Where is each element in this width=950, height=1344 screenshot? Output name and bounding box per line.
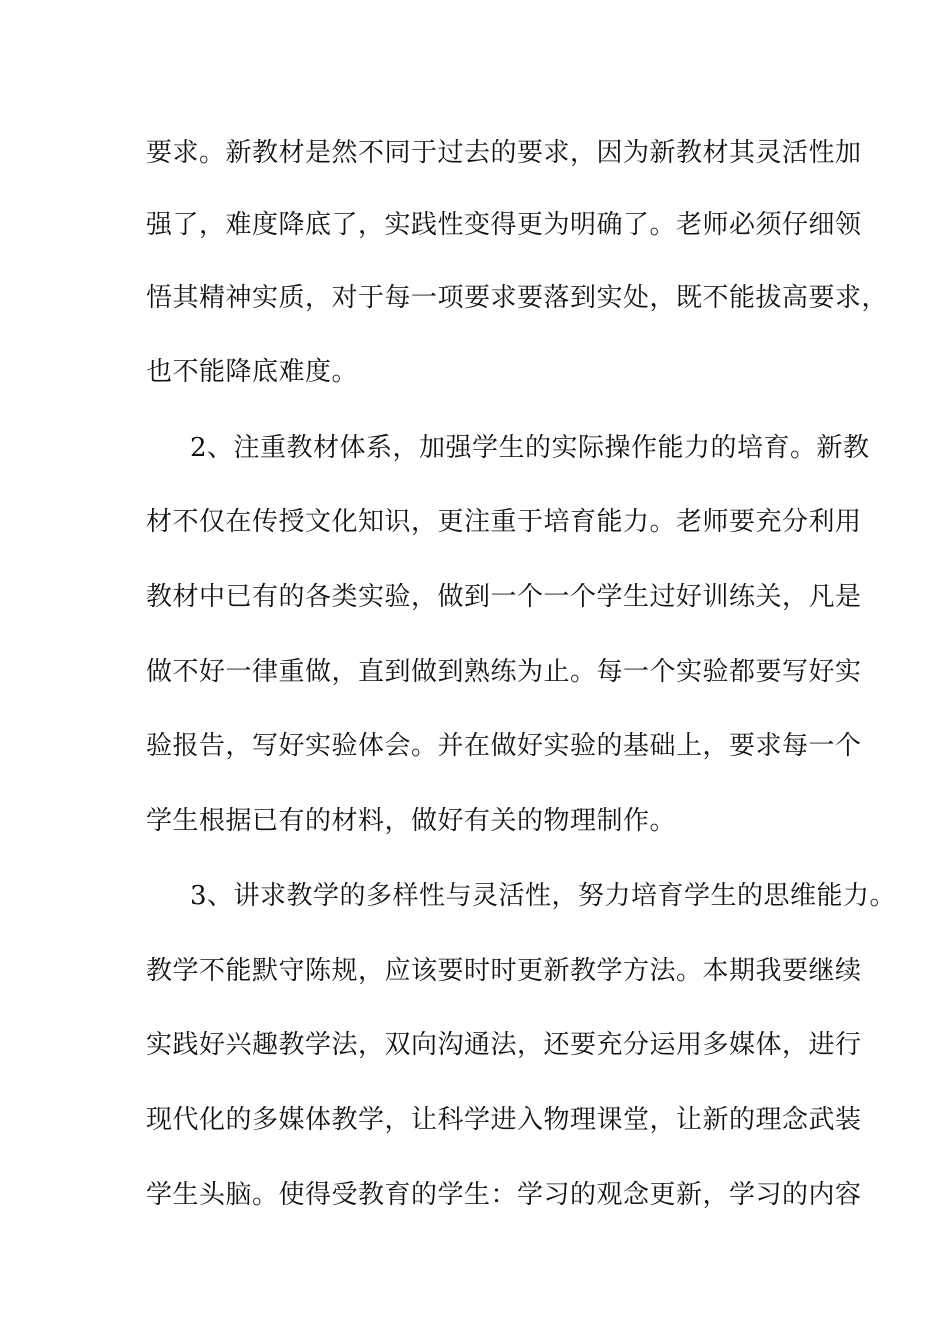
text-line: 也不能降底难度。	[146, 357, 359, 387]
text-line: 学生头脑。使得受教育的学生：学习的观念更新，学习的内容	[146, 1180, 862, 1210]
text-line: 悟其精神实质，对于每一项要求要落到实处，既不能拔高要求，	[146, 283, 889, 313]
text-line: 材不仅在传授文化知识，更注重于培育能力。老师要充分利用	[146, 507, 862, 537]
text-line: 验报告，写好实验体会。并在做好实验的基础上，要求每一个	[146, 731, 862, 761]
text-line: 现代化的多媒体教学，让科学进入物理课堂，让新的理念武装	[146, 1105, 862, 1135]
text-line: 做不好一律重做，直到做到熟练为止。每一个实验都要写好实	[146, 657, 862, 687]
text-line: 学生根据已有的材料，做好有关的物理制作。	[146, 806, 677, 836]
text-line: 教材中已有的各类实验，做到一个一个学生过好训练关，凡是	[146, 582, 862, 612]
paragraph-start-line: 2、注重教材体系，加强学生的实际操作能力的培育。新教	[190, 433, 870, 463]
text-line: 教学不能默守陈规，应该要时时更新教学方法。本期我要继续	[146, 956, 862, 986]
text-line: 实践好兴趣教学法，双向沟通法，还要充分运用多媒体，进行	[146, 1030, 862, 1060]
text-line: 要求。新教材是然不同于过去的要求，因为新教材其灵活性加	[146, 138, 862, 168]
paragraph-start-line: 3、讲求教学的多样性与灵活性，努力培育学生的思维能力。	[190, 881, 897, 911]
text-line: 强了，难度降底了，实践性变得更为明确了。老师必须仔细领	[146, 210, 862, 240]
